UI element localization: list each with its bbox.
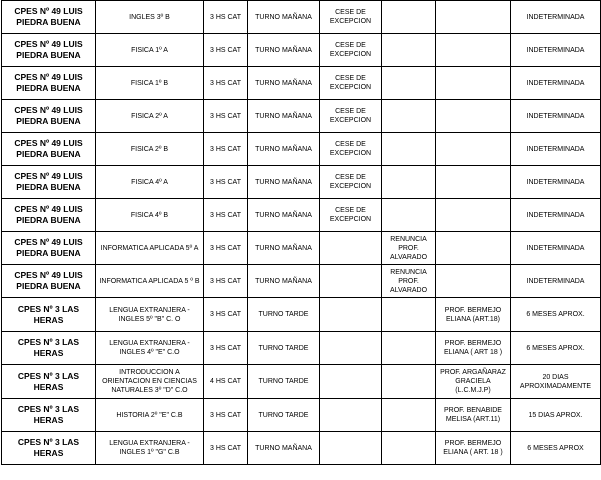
vacancies-table [1,0,601,465]
reason-cell [320,365,382,399]
vacancy-cell: RENUNCIA PROF. ALVARADO [382,265,436,298]
reason-cell [320,332,382,365]
substitute-cell [436,133,511,166]
duration-cell: INDETERMINADA [511,67,601,100]
shift-cell: TURNO MAÑANA [248,199,320,232]
school-cell: CPES Nº 49 LUIS PIEDRA BUENA [2,265,96,298]
hours-cell: 3 HS CAT [204,67,248,100]
table-row [2,67,601,100]
duration-cell: 15 DIAS APROX. [511,399,601,432]
vacancy-cell [382,399,436,432]
reason-cell: CESE DE EXCEPCION [320,34,382,67]
subject-cell: FISICA 2º B [96,133,204,166]
reason-cell: CESE DE EXCEPCION [320,100,382,133]
table-row [2,100,601,133]
subject-cell: FISICA 1º B [96,67,204,100]
shift-cell: TURNO MAÑANA [248,166,320,199]
table-body [2,1,601,465]
hours-cell: 3 HS CAT [204,166,248,199]
subject-cell: FISICA 4º B [96,199,204,232]
vacancy-cell [382,67,436,100]
table-row [2,232,601,265]
substitute-cell [436,100,511,133]
reason-cell [320,298,382,332]
vacancy-cell [382,133,436,166]
reason-cell [320,265,382,298]
vacancy-cell [382,100,436,133]
shift-cell: TURNO MAÑANA [248,265,320,298]
vacancy-cell: RENUNCIA PROF. ALVARADO [382,232,436,265]
duration-cell: INDETERMINADA [511,232,601,265]
subject-cell: INFORMATICA APLICADA 5º A [96,232,204,265]
subject-cell: LENGUA EXTRANJERA - INGLES 5º "B" C. O [96,298,204,332]
subject-cell: FISICA 4º A [96,166,204,199]
duration-cell: 6 MESES APROX. [511,332,601,365]
vacancy-cell [382,166,436,199]
shift-cell: TURNO MAÑANA [248,100,320,133]
vacancy-cell [382,298,436,332]
duration-cell: 6 MESES APROX [511,432,601,465]
shift-cell: TURNO MAÑANA [248,67,320,100]
hours-cell: 3 HS CAT [204,34,248,67]
school-cell: CPES Nº 3 LAS HERAS [2,399,96,432]
shift-cell: TURNO MAÑANA [248,1,320,34]
table-row [2,399,601,432]
table-row [2,265,601,298]
subject-cell: HISTORIA 2º "E" C.B [96,399,204,432]
hours-cell: 3 HS CAT [204,432,248,465]
hours-cell: 3 HS CAT [204,399,248,432]
duration-cell: 6 MESES APROX. [511,298,601,332]
table-row [2,199,601,232]
substitute-cell: PROF. BERMEJO ELIANA ( ART. 18 ) [436,432,511,465]
table-row [2,166,601,199]
school-cell: CPES Nº 49 LUIS PIEDRA BUENA [2,67,96,100]
table-row [2,34,601,67]
school-cell: CPES Nº 49 LUIS PIEDRA BUENA [2,166,96,199]
substitute-cell: PROF. BENABIDE MELISA (ART.11) [436,399,511,432]
vacancy-cell [382,365,436,399]
shift-cell: TURNO MAÑANA [248,133,320,166]
duration-cell: INDETERMINADA [511,34,601,67]
substitute-cell [436,1,511,34]
subject-cell: INGLES 3º B [96,1,204,34]
subject-cell: INFORMATICA APLICADA 5 º B [96,265,204,298]
subject-cell: LENGUA EXTRANJERA - INGLES 4º "E" C.O [96,332,204,365]
duration-cell: INDETERMINADA [511,1,601,34]
vacancy-cell [382,332,436,365]
hours-cell: 3 HS CAT [204,1,248,34]
shift-cell: TURNO TARDE [248,365,320,399]
reason-cell: CESE DE EXCEPCION [320,67,382,100]
school-cell: CPES Nº 3 LAS HERAS [2,332,96,365]
school-cell: CPES Nº 49 LUIS PIEDRA BUENA [2,34,96,67]
subject-cell: INTRODUCCION A ORIENTACION EN CIENCIAS NATURALES 3º "D" C.O [96,365,204,399]
duration-cell: 20 DIAS APROXIMADAMENTE [511,365,601,399]
substitute-cell [436,232,511,265]
substitute-cell [436,67,511,100]
school-cell: CPES Nº 3 LAS HERAS [2,432,96,465]
school-cell: CPES Nº 49 LUIS PIEDRA BUENA [2,199,96,232]
hours-cell: 3 HS CAT [204,298,248,332]
substitute-cell: PROF. ARGAÑARAZ GRACIELA (L.C.M.J.P) [436,365,511,399]
reason-cell: CESE DE EXCEPCION [320,166,382,199]
table-row [2,432,601,465]
substitute-cell: PROF. BERMEJO ELIANA ( ART 18 ) [436,332,511,365]
subject-cell: FISICA 2º A [96,100,204,133]
hours-cell: 3 HS CAT [204,199,248,232]
table-row [2,332,601,365]
substitute-cell [436,265,511,298]
school-cell: CPES Nº 49 LUIS PIEDRA BUENA [2,100,96,133]
hours-cell: 3 HS CAT [204,232,248,265]
school-cell: CPES Nº 49 LUIS PIEDRA BUENA [2,232,96,265]
reason-cell [320,432,382,465]
hours-cell: 3 HS CAT [204,332,248,365]
hours-cell: 3 HS CAT [204,100,248,133]
vacancy-cell [382,432,436,465]
reason-cell: CESE DE EXCEPCION [320,1,382,34]
school-cell: CPES Nº 3 LAS HERAS [2,365,96,399]
table-row [2,365,601,399]
shift-cell: TURNO TARDE [248,298,320,332]
school-cell: CPES Nº 49 LUIS PIEDRA BUENA [2,1,96,34]
shift-cell: TURNO TARDE [248,332,320,365]
shift-cell: TURNO MAÑANA [248,432,320,465]
duration-cell: INDETERMINADA [511,265,601,298]
hours-cell: 4 HS CAT [204,365,248,399]
duration-cell: INDETERMINADA [511,100,601,133]
substitute-cell [436,199,511,232]
reason-cell: CESE DE EXCEPCION [320,133,382,166]
reason-cell: CESE DE EXCEPCION [320,199,382,232]
reason-cell [320,232,382,265]
duration-cell: INDETERMINADA [511,166,601,199]
vacancy-cell [382,199,436,232]
subject-cell: LENGUA EXTRANJERA - INGLES 1º "G" C.B [96,432,204,465]
duration-cell: INDETERMINADA [511,133,601,166]
school-cell: CPES Nº 49 LUIS PIEDRA BUENA [2,133,96,166]
school-cell: CPES Nº 3 LAS HERAS [2,298,96,332]
hours-cell: 3 HS CAT [204,133,248,166]
vacancy-cell [382,1,436,34]
table-row [2,1,601,34]
table-row [2,133,601,166]
reason-cell [320,399,382,432]
shift-cell: TURNO MAÑANA [248,34,320,67]
substitute-cell [436,34,511,67]
table-row [2,298,601,332]
substitute-cell: PROF. BERMEJO ELIANA (ART.18) [436,298,511,332]
substitute-cell [436,166,511,199]
shift-cell: TURNO MAÑANA [248,232,320,265]
hours-cell: 3 HS CAT [204,265,248,298]
subject-cell: FISICA 1º A [96,34,204,67]
shift-cell: TURNO TARDE [248,399,320,432]
vacancy-cell [382,34,436,67]
duration-cell: INDETERMINADA [511,199,601,232]
